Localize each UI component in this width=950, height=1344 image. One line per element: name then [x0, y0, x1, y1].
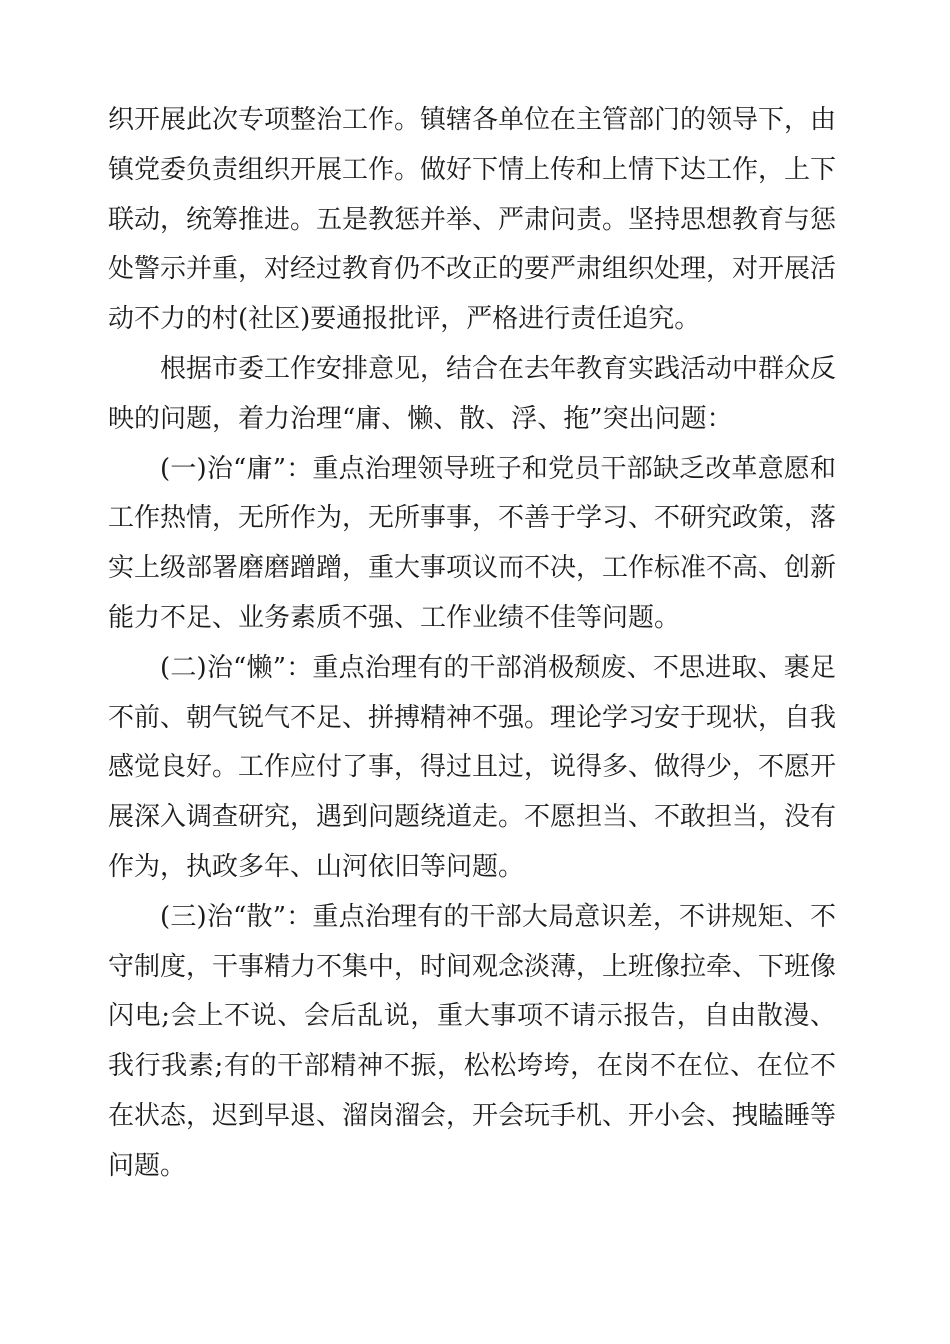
paragraph-item-2: (二)治“懒”：重点治理有的干部消极颓废、不思进取、裹足不前、朝气锐气不足、拼搏精神不强。理论学习安于现状，自我感觉良好。工作应付了事，得过且过，说得多、做得少，不愿开展深入调查研究，遇到问题绕道走。不愿担当、不敢担当，没有作为，执政多年、山河依旧等问题。 — [108, 652, 837, 882]
paragraph-intro: 根据市委工作安排意见，结合在去年教育实践活动中群众反映的问题，着力治理“庸、懒、散、浮、拖”突出问题： — [108, 353, 837, 434]
paragraph-item-3: (三)治“散”：重点治理有的干部大局意识差，不讲规矩、不守制度，干事精力不集中，时间观念淡薄，上班像拉牵、下班像闪电;会上不说、会后乱说，重大事项不请示报告，自由散漫、我行我素;有的干部精神不振，松松垮垮，在岗不在位、在位不在状态，迟到早退、溜岗溜会，开会玩手机、开小会、拽瞌睡等问题。 — [108, 901, 837, 1181]
document-page — [108, 96, 836, 1192]
paragraph-continuation: 织开展此次专项整治工作。镇辖各单位在主管部门的领导下，由镇党委负责组织开展工作。做好下情上传和上情下达工作，上下联动，统筹推进。五是教惩并举、严肃问责。坚持思想教育与惩处警示并重，对经过教育仍不改正的要严肃组织处理，对开展活动不力的村(社区)要通报批评，严格进行责任追究。 — [108, 105, 837, 335]
paragraph-item-1: (一)治“庸”：重点治理领导班子和党员干部缺乏改革意愿和工作热情，无所作为，无所事事，不善于学习、不研究政策，落实上级部署磨磨蹭蹭，重大事项议而不决，工作标准不高、创新能力不足、业务素质不强、工作业绩不佳等问题。 — [108, 453, 837, 633]
